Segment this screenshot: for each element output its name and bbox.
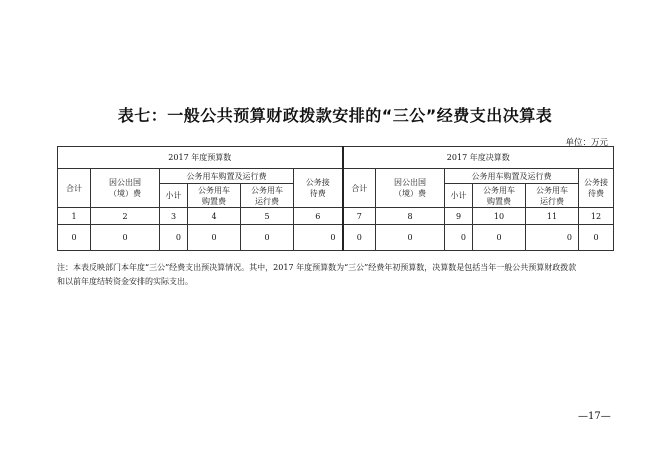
column-number: 5 (241, 208, 294, 225)
budget-subtotal-header: 小计 (160, 184, 188, 208)
budget-travel-header: 因公出国 （境）费 (91, 169, 160, 208)
actual-year-header: 2017 年度决算数 (343, 147, 614, 169)
budget-reception-header: 公务接 待费 (294, 169, 343, 208)
actual-travel-header: 因公出国 （境）费 (376, 169, 445, 208)
budget-year-header: 2017 年度预算数 (58, 147, 343, 169)
column-number: 7 (343, 208, 376, 225)
actual-subtotal-header: 小计 (445, 184, 473, 208)
value-cell: 0 (376, 225, 445, 251)
actual-vehicle-purchase-header: 公务用车 购置费 (473, 184, 526, 208)
header-row-years (58, 147, 614, 169)
value-row (58, 225, 614, 251)
value-cell: 0 (473, 225, 526, 251)
column-number: 8 (376, 208, 445, 225)
table-title: 表七：一般公共预算财政拨款安排的“三公”经费支出决算表 (117, 106, 553, 125)
actual-vehicle-operation-header: 公务用车 运行费 (526, 184, 579, 208)
column-number: 2 (91, 208, 160, 225)
column-number: 12 (579, 208, 614, 225)
value-cell: 0 (579, 225, 614, 251)
budget-vehicle-operation-header: 公务用车 运行费 (241, 184, 294, 208)
value-cell: 0 (526, 225, 579, 251)
column-number: 3 (160, 208, 188, 225)
note-line: 注：本表反映部门本年度“三公”经费支出预决算情况。其中，2017 年度预算数为“三公”经费年初预算数，决算数是包括当年一般公共预算财政拨款 (57, 263, 577, 272)
value-cell: 0 (188, 225, 241, 251)
column-number: 10 (473, 208, 526, 225)
table-note (57, 261, 617, 289)
actual-vehicle-group-header: 公务用车购置及运行费 (445, 169, 579, 184)
page-number: —17— (578, 411, 611, 422)
actual-total-header: 合计 (343, 169, 376, 208)
value-cell: 0 (343, 225, 376, 251)
column-number: 1 (58, 208, 91, 225)
value-cell: 0 (294, 225, 343, 251)
value-cell: 0 (241, 225, 294, 251)
value-cell: 0 (91, 225, 160, 251)
column-number-row (58, 208, 614, 225)
value-cell: 0 (58, 225, 91, 251)
column-number: 6 (294, 208, 343, 225)
column-number: 9 (445, 208, 473, 225)
column-number: 4 (188, 208, 241, 225)
three-public-expenses-table (57, 146, 614, 251)
actual-reception-header: 公务接 待费 (579, 169, 614, 208)
value-cell: 0 (160, 225, 188, 251)
value-cell: 0 (445, 225, 473, 251)
budget-vehicle-group-header: 公务用车购置及运行费 (160, 169, 294, 184)
budget-vehicle-purchase-header: 公务用车 购置费 (188, 184, 241, 208)
column-number: 11 (526, 208, 579, 225)
unit-label: 单位：万元 (565, 138, 608, 148)
note-line: 和以前年度结转资金安排的实际支出。 (57, 277, 193, 286)
budget-total-header: 合计 (58, 169, 91, 208)
header-row-categories (58, 169, 614, 184)
